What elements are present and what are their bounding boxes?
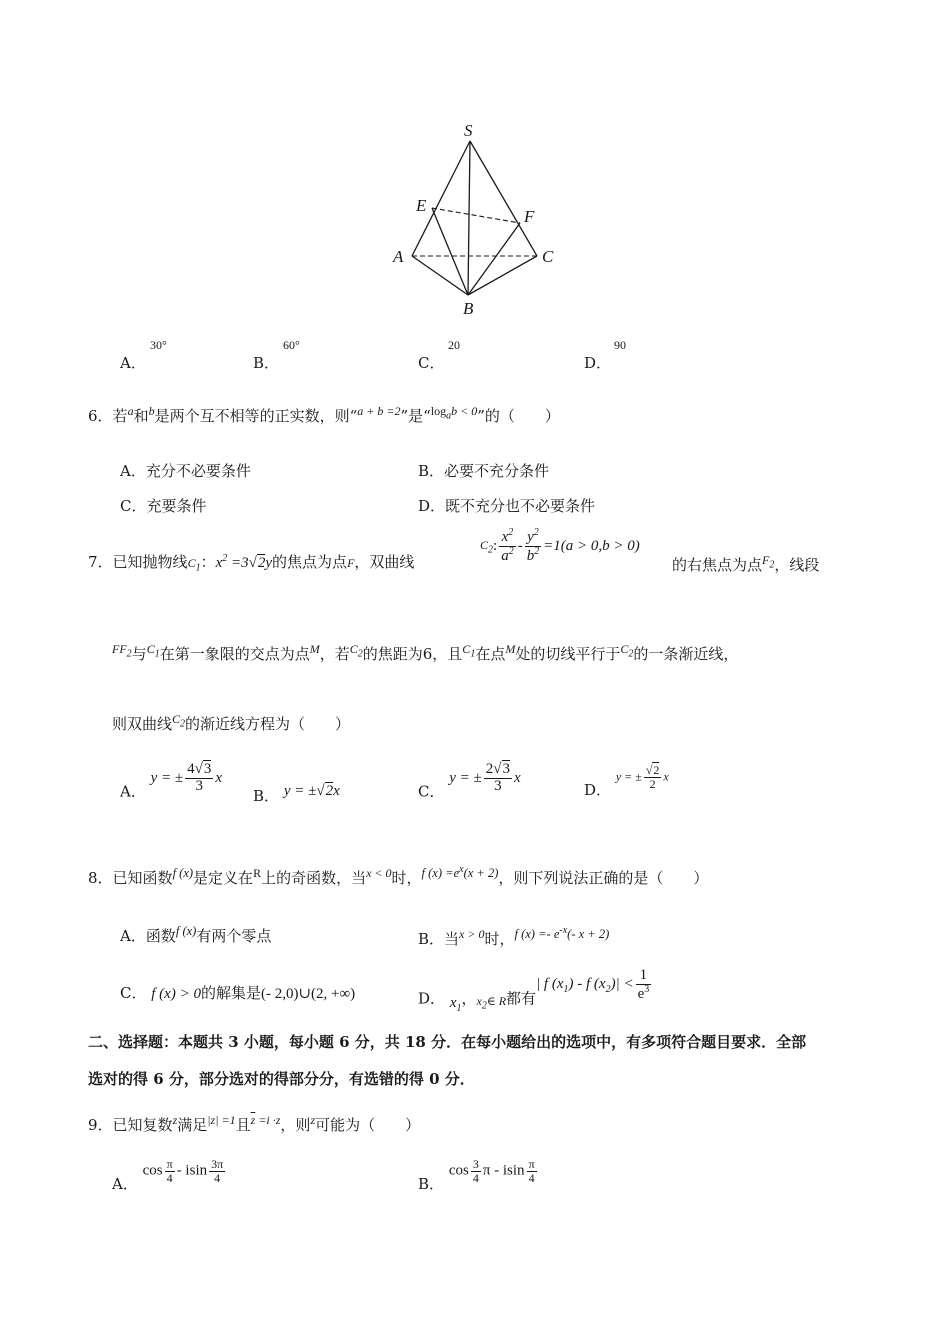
q7-frac2-num	[525, 528, 542, 547]
q8-option-b-cond: x > 0	[459, 927, 485, 942]
q7-M: M	[309, 642, 320, 656]
q7-c1-b-sub: 1	[154, 648, 160, 660]
q6-option-d-text: 既不充分也不必要条件	[445, 497, 596, 515]
q6-option-a-text: 充分不必要条件	[145, 462, 251, 480]
edge-sc	[470, 141, 537, 256]
q9-option-b-frac-2-num: π	[528, 1157, 535, 1171]
q8-option-d-num: 1	[636, 968, 652, 985]
q7-c2-sub: 2	[488, 543, 494, 555]
q7-c2-c-sub: 2	[628, 648, 634, 660]
q7-c2	[480, 537, 494, 555]
q9-text-3: 且	[235, 1116, 251, 1134]
q7-frac1-den	[499, 547, 516, 565]
q6-var-b: b	[148, 404, 155, 418]
q7-option-a-frac	[185, 762, 213, 795]
q9-option-b-frac-2	[527, 1158, 537, 1184]
q9-option-b-cos: cos	[448, 1162, 469, 1179]
label-f: F	[524, 207, 535, 226]
q8-option-c-set: (- 2,0)∪(2, +∞)	[260, 986, 356, 1002]
q7-c2-b-sub: 2	[357, 648, 363, 660]
q9-option-a-frac-2-den: 4	[214, 1170, 221, 1185]
q8-option-d	[418, 968, 653, 1014]
q6-option-b-letter: B．	[418, 462, 445, 480]
q8-option-d-x2-sub: 2	[481, 1000, 487, 1012]
q8-option-d-den-sup: 3	[644, 983, 650, 995]
q9-abs: |z| =1	[207, 1113, 236, 1127]
q7-option-b-rad: 2	[325, 783, 334, 799]
q7-F2-letter: F	[762, 553, 770, 567]
question-7-line-1-end	[672, 553, 819, 575]
q7-parabola-eq	[216, 555, 272, 571]
q8-option-d-mid: ) - f (x	[568, 975, 606, 992]
q7-option-d-rad: 2	[653, 763, 660, 777]
q9-conj-eq	[251, 1113, 281, 1127]
q9-option-a-frac-2	[209, 1158, 225, 1184]
q7-eq1-mid: =3	[227, 555, 249, 571]
q8-option-d-sub-2: 2	[605, 983, 611, 995]
q8-option-b-letter: B．	[418, 930, 445, 949]
q7-option-d-num: √2	[645, 763, 660, 777]
q7-option-d-pre: y = ±	[615, 769, 642, 784]
q6-option-d	[418, 495, 595, 516]
q6-option-a	[120, 460, 251, 481]
label-a: A	[393, 247, 404, 266]
question-7-line-1	[88, 534, 414, 593]
q8-def-sup: x	[459, 864, 464, 875]
q7-c1-letter: C	[187, 556, 196, 570]
q8-option-a	[120, 913, 271, 954]
q8-option-b-text-1: 当	[444, 930, 460, 949]
q7-option-d-den: 2	[649, 776, 656, 791]
q8-option-d-sub-1: 1	[563, 983, 569, 995]
label-c: C	[542, 247, 554, 266]
q7-option-a-post: x	[215, 769, 223, 786]
question-7-line-3	[112, 712, 350, 734]
q7-option-d-post: x	[663, 769, 669, 784]
q8-option-c-expr: f (x) > 0	[151, 986, 201, 1002]
q7-text-9: ，若	[319, 645, 350, 663]
q9-option-b-mid: π - isin	[482, 1162, 525, 1179]
q7-eq2-rest: =1(a > 0,b > 0)	[543, 537, 640, 554]
q5-option-c-value: 20	[448, 338, 460, 352]
question-8-stem	[88, 852, 708, 896]
q9-text-1: 已知复数	[112, 1116, 173, 1134]
question-9-stem	[88, 1102, 420, 1143]
q8-option-c-text: 的解集是	[200, 984, 261, 1002]
q7-c2-d-letter: C	[172, 712, 181, 726]
tetrahedron-figure	[385, 118, 565, 323]
q7-option-b-expr	[284, 783, 340, 799]
q7-c2-b	[349, 642, 363, 660]
q8-option-d-x1	[449, 995, 462, 1015]
q7-c2-d-sub: 2	[180, 718, 186, 730]
q6-option-b-text: 必要不充分条件	[444, 462, 550, 480]
q9-option-a-letter: A．	[112, 1175, 138, 1194]
q6-number: 6．	[88, 407, 113, 425]
q8-text-4: 时，	[391, 869, 422, 888]
q8-option-b	[418, 913, 609, 957]
q8-option-c	[120, 982, 355, 1003]
q9-option-a-mid: - isin	[176, 1162, 208, 1179]
q7-text-12: 处的切线平行于	[515, 645, 621, 663]
q7-option-c-den: 3	[494, 777, 502, 794]
q7-text-8: 在第一象限的交点为点	[159, 645, 310, 663]
q6-text-3: 是两个互不相等的正实数，则“	[154, 407, 358, 425]
q7-option-a-num: 4√3	[187, 761, 212, 777]
q7-option-d-frac	[644, 764, 662, 790]
label-e: E	[416, 196, 427, 215]
q7-option-b-pre: y = ±	[283, 783, 317, 799]
q7-text-3: 的焦点为点	[272, 553, 348, 571]
q8-option-c-letter: C．	[120, 984, 147, 1002]
q7-M-b: M	[505, 642, 516, 656]
q5-option-a-value: 30°	[150, 338, 167, 352]
q6-option-d-letter: D．	[418, 497, 446, 515]
q7-c2-b-letter: C	[349, 642, 358, 656]
q6-cond-1: a + b =2	[357, 404, 401, 418]
q7-text-7: 与	[131, 645, 147, 663]
q8-cond: x < 0	[366, 866, 392, 881]
q7-option-c-pre: y = ±	[449, 769, 482, 786]
q8-option-a-fx: f (x)	[175, 924, 197, 938]
q8-option-d-den	[636, 985, 652, 1003]
q7-y-sup: 2	[533, 527, 539, 538]
q7-x: x	[501, 529, 509, 545]
q9-text-4: ，则	[280, 1116, 311, 1134]
q7-text-6: ，线段	[774, 556, 820, 574]
q6-option-b	[418, 460, 549, 481]
q8-option-d-x1-sub: 1	[456, 1003, 462, 1015]
q8-option-d-frac	[636, 968, 652, 1003]
q8-option-d-x1-letter: x	[449, 995, 457, 1012]
q7-frac-x2-a2	[499, 528, 516, 565]
q8-option-a-text-2: 有两个零点	[196, 927, 272, 945]
q5-option-c-letter: C．	[418, 354, 445, 372]
q8-option-d-letter: D．	[418, 989, 446, 1008]
q6-log-base: a	[446, 410, 452, 422]
q7-b: b	[526, 547, 535, 564]
q7-minus: -	[517, 537, 523, 554]
q9-option-a-frac-1-den: 4	[166, 1170, 173, 1185]
q9-option-b-letter: B．	[418, 1175, 445, 1194]
q7-option-a-rad: 3	[203, 761, 212, 777]
q8-option-d-abs-start: | f (x	[536, 975, 564, 992]
question-7-line-2	[112, 642, 738, 664]
q7-c1	[187, 556, 201, 574]
q7-c1-c	[462, 642, 476, 660]
q7-c2-d	[172, 712, 186, 730]
q7-a-sup: 2	[508, 545, 514, 557]
q7-text-11: 在点	[475, 645, 506, 663]
q8-def-lhs: f (x) =e	[421, 866, 460, 881]
q7-option-c	[418, 762, 521, 801]
q6-var-a: a	[127, 404, 134, 418]
q7-FF2-sub: 2	[126, 648, 132, 660]
q8-option-d-end: )| <	[610, 975, 634, 992]
q6-text-1: 若	[112, 407, 128, 425]
q6-log-rest: b < 0	[451, 404, 478, 418]
q7-hyperbola-eq	[480, 528, 640, 565]
q7-option-d	[584, 764, 669, 800]
q7-option-a-letter: A．	[120, 782, 146, 801]
segment-ef-dashed	[432, 208, 520, 223]
q8-def-rhs: (x + 2)	[463, 866, 499, 881]
q7-c2-letter: C	[480, 537, 489, 552]
edge-cb	[468, 256, 537, 295]
q8-option-a-letter: A．	[120, 927, 146, 945]
q8-R: R	[253, 866, 262, 881]
q6-option-c	[120, 495, 207, 516]
q7-frac-y2-b2	[525, 528, 542, 565]
q7-text-5: 的右焦点为点	[672, 556, 763, 574]
q9-text-5: 可能为（ ）	[315, 1116, 421, 1134]
q8-text-5: ，则下列说法正确的是（ ）	[498, 869, 709, 888]
q7-text-4: ，双曲线	[354, 553, 415, 571]
q7-c1-b-letter: C	[146, 642, 155, 656]
q8-option-d-ineq	[536, 975, 634, 995]
q6-cond-2	[430, 404, 478, 422]
q6-option-c-letter: C．	[120, 497, 147, 515]
q7-option-b-letter: B．	[253, 787, 280, 805]
q8-option-b-text-2: 时，	[484, 930, 515, 949]
segment-fb	[468, 223, 520, 295]
section-2-heading-line-1: 二、选择题：本题共 3 小题，每小题 6 分，共 18 分．在每小题给出的选项中，有多项符合题目要求．全部	[88, 1033, 807, 1051]
q9-option-a-frac-1	[165, 1158, 175, 1184]
label-s: S	[464, 121, 473, 140]
q9-option-a-cos: cos	[142, 1162, 163, 1179]
q9-option-b-frac-2-den: 4	[528, 1170, 535, 1185]
q7-option-c-frac	[484, 762, 512, 795]
label-b: B	[463, 299, 474, 318]
q9-z: z	[172, 1113, 178, 1127]
q8-option-d-x2-letter: x	[476, 994, 482, 1009]
q9-option-b-frac-1-num: 3	[472, 1157, 479, 1171]
q7-eq1-x: x	[215, 555, 223, 571]
q6-option-c-text: 充要条件	[146, 497, 207, 515]
q7-eq1-sup: 2	[222, 553, 228, 564]
q7-c1-c-letter: C	[462, 642, 471, 656]
q9-text-2: 满足	[177, 1116, 208, 1134]
q9-eq: =i ·z	[255, 1113, 281, 1127]
q7-colon: :	[493, 537, 498, 554]
q7-option-a-pre: y = ±	[150, 769, 184, 786]
q7-option-a	[120, 762, 222, 801]
q7-text-2: ：	[200, 553, 216, 571]
q7-eq1-y: y	[265, 555, 273, 571]
q5-option-d-letter: D．	[584, 354, 612, 372]
section-2-heading-line-2: 选对的得 6 分，部分选对的得部分分，有选错的得 0 分．	[88, 1070, 475, 1088]
q5-option-b-value: 60°	[283, 338, 300, 352]
q8-option-d-den-e: e	[637, 985, 645, 1002]
q7-FF2	[112, 642, 132, 660]
q5-option-b-letter: B．	[253, 354, 280, 372]
q8-option-d-x2	[476, 994, 507, 1012]
q7-text-10: 的焦距为6，且	[362, 645, 463, 663]
q6-text-2: 和	[133, 407, 149, 425]
edge-sb	[468, 141, 470, 295]
q7-F: F	[347, 556, 355, 570]
q8-text-2: 是定义在	[193, 869, 254, 888]
q7-text-14: 则双曲线	[112, 715, 173, 733]
q7-F2-sub: 2	[769, 559, 775, 571]
q5-option-a-letter: A．	[120, 354, 146, 372]
q8-option-d-text: 都有	[506, 989, 537, 1008]
q9-number: 9．	[88, 1116, 113, 1134]
q7-eq1-radical-sign: √	[248, 555, 257, 571]
q7-option-c-letter: C．	[418, 782, 445, 801]
q7-option-a-den: 3	[195, 777, 203, 794]
q7-c1-b	[146, 642, 160, 660]
q8-option-b-rhs: (- x + 2)	[567, 927, 610, 942]
question-6-stem	[88, 404, 560, 426]
q7-number: 7．	[88, 553, 113, 571]
q7-y: y	[527, 529, 534, 545]
q9-option-a	[112, 1158, 227, 1194]
q8-text-3: 上的奇函数，当	[261, 869, 367, 888]
q8-option-a-text-1: 函数	[145, 927, 176, 945]
q6-log: log	[430, 404, 447, 418]
q8-def	[422, 866, 499, 880]
q5-option-d-value: 90	[614, 338, 626, 352]
q8-text-1: 已知函数	[112, 869, 173, 888]
q9-option-a-frac-2-num: 3π	[211, 1157, 224, 1171]
q7-c2-c-letter: C	[620, 642, 629, 656]
q6-text-4: ”是“	[400, 407, 431, 425]
q7-frac2-den	[525, 547, 542, 565]
q7-c2-c	[620, 642, 634, 660]
q7-text-1: 已知抛物线	[112, 553, 188, 571]
q9-option-b-frac-1-den: 4	[472, 1170, 479, 1185]
q7-option-c-rad: 3	[502, 761, 511, 777]
q7-frac1-num	[499, 528, 516, 547]
q7-b-sup: 2	[534, 545, 540, 557]
q9-option-b	[418, 1158, 539, 1194]
q7-F2	[762, 553, 775, 571]
q8-option-b-expr	[515, 927, 610, 941]
q9-option-b-frac-1	[471, 1158, 481, 1184]
q9-z-b: z	[310, 1113, 316, 1127]
q7-FF2-letters: FF	[112, 642, 127, 656]
q9-option-a-frac-1-num: π	[166, 1157, 173, 1171]
q6-option-a-letter: A．	[120, 462, 146, 480]
q6-text-5: ”的（ ）	[477, 407, 560, 425]
q7-a: a	[501, 547, 509, 564]
q8-option-d-comma: ，	[461, 989, 477, 1008]
q8-option-b-sup: -x	[559, 925, 568, 936]
q9-zbar: $\overline{z}$	[250, 1113, 256, 1127]
q7-eq1-radicand: 2	[257, 555, 266, 571]
q8-option-b-lhs: f (x) =- e	[514, 927, 560, 942]
q7-option-d-letter: D．	[584, 781, 612, 800]
q7-option-c-coef: 2	[485, 761, 494, 777]
q8-option-d-in: ∈ R	[486, 994, 507, 1009]
q7-option-c-num: 2√3	[485, 761, 511, 777]
q8-fx: f (x)	[172, 866, 194, 881]
q7-c1-c-sub: 1	[470, 648, 476, 660]
q7-text-15: 的渐近线方程为（ ）	[185, 715, 351, 733]
q7-option-a-coef: 4	[187, 761, 195, 777]
q7-option-b	[253, 785, 340, 806]
q7-x-sup: 2	[508, 527, 514, 538]
q7-text-13: 的一条渐近线，	[633, 645, 739, 663]
q7-option-b-radical: √	[316, 783, 325, 799]
q7-option-b-post: x	[333, 783, 340, 799]
q7-c1-sub: 1	[195, 562, 201, 574]
q7-option-c-post: x	[514, 769, 521, 786]
q8-number: 8．	[88, 869, 113, 888]
